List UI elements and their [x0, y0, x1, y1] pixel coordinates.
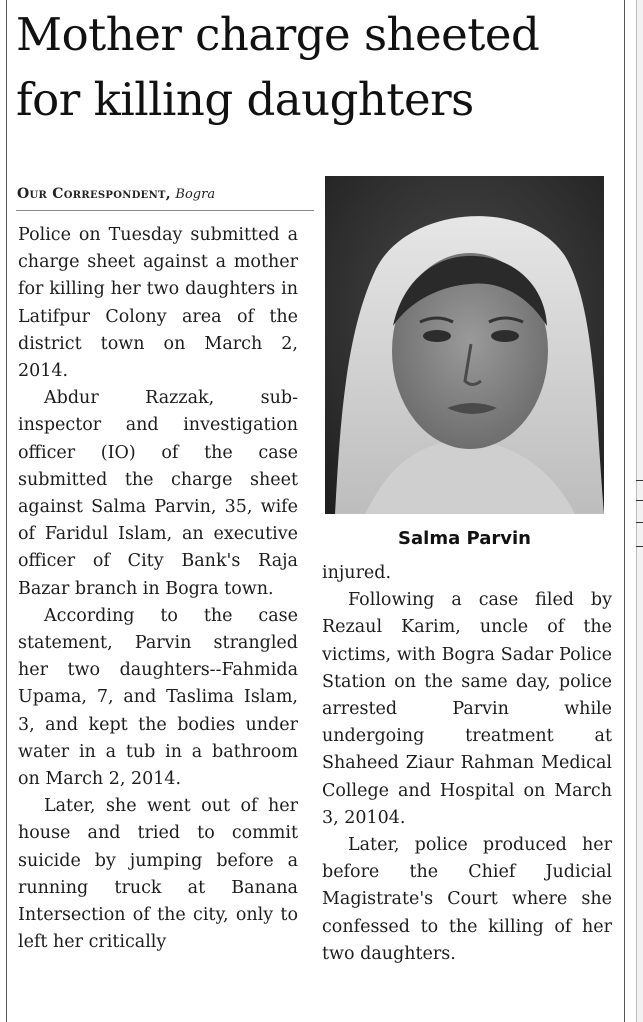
left-column-rule — [6, 0, 7, 1022]
body-paragraph: Later, police produced her before the Chief Judicial Magistrate's Court where she confessed to the killing of her two daughters. — [322, 835, 612, 964]
right-column-rule — [624, 0, 625, 1022]
byline-rule — [16, 210, 314, 211]
portrait-photo — [325, 176, 604, 514]
body-paragraph: Police on Tuesday submitted a charge sheet against a mother for killing her two daughters in Latifpur Colony area of the district town on March 2, 2014. — [18, 225, 298, 382]
headline — [16, 2, 616, 132]
byline-correspondent: Our Correspondent, — [17, 186, 171, 202]
body-paragraph: According to the case statement, Parvin strangled her two daughters--Fahmida Upama, 7, and Taslima Islam, 3, and kept the bodies under water in a tub in a bathroom on March 2, 2014. — [18, 605, 298, 790]
body-paragraph: Abdur Razzak, sub-inspector and investigation officer (IO) of the case submitted the charge sheet against Salma Parvin, 35, wife of Faridul Islam, an executive officer of City Bank's Raja Bazar branch in Bogra town. — [18, 388, 298, 599]
body-paragraph: Following a case filed by Rezaul Karim, uncle of the victims, with Bogra Sadar Police Station on the same day, police arrested Parvin while undergoing treatment at Shaheed Ziaur Rahman Medical College and Hospital on March 3, 20104. — [322, 590, 612, 828]
byline — [17, 185, 307, 204]
edge-tick — [636, 480, 643, 481]
body-paragraph: injured. — [322, 563, 392, 583]
article-column-2 — [322, 560, 612, 968]
body-paragraph: Later, she went out of her house and tried to commit suicide by jumping before a running truck at Banana Intersection of the city, only to left her critically — [18, 796, 298, 953]
adjacent-page-edge — [636, 0, 643, 1022]
edge-tick — [636, 522, 643, 523]
byline-place: Bogra — [175, 187, 216, 202]
headline-line-1: Mother charge sheeted — [16, 8, 540, 61]
headline-line-2: for killing daughters — [16, 73, 474, 126]
edge-tick — [636, 500, 643, 501]
photo-caption: Salma Parvin — [398, 528, 531, 549]
article-column-1 — [18, 222, 298, 956]
portrait-photo-image — [325, 176, 604, 514]
edge-tick — [636, 546, 643, 547]
